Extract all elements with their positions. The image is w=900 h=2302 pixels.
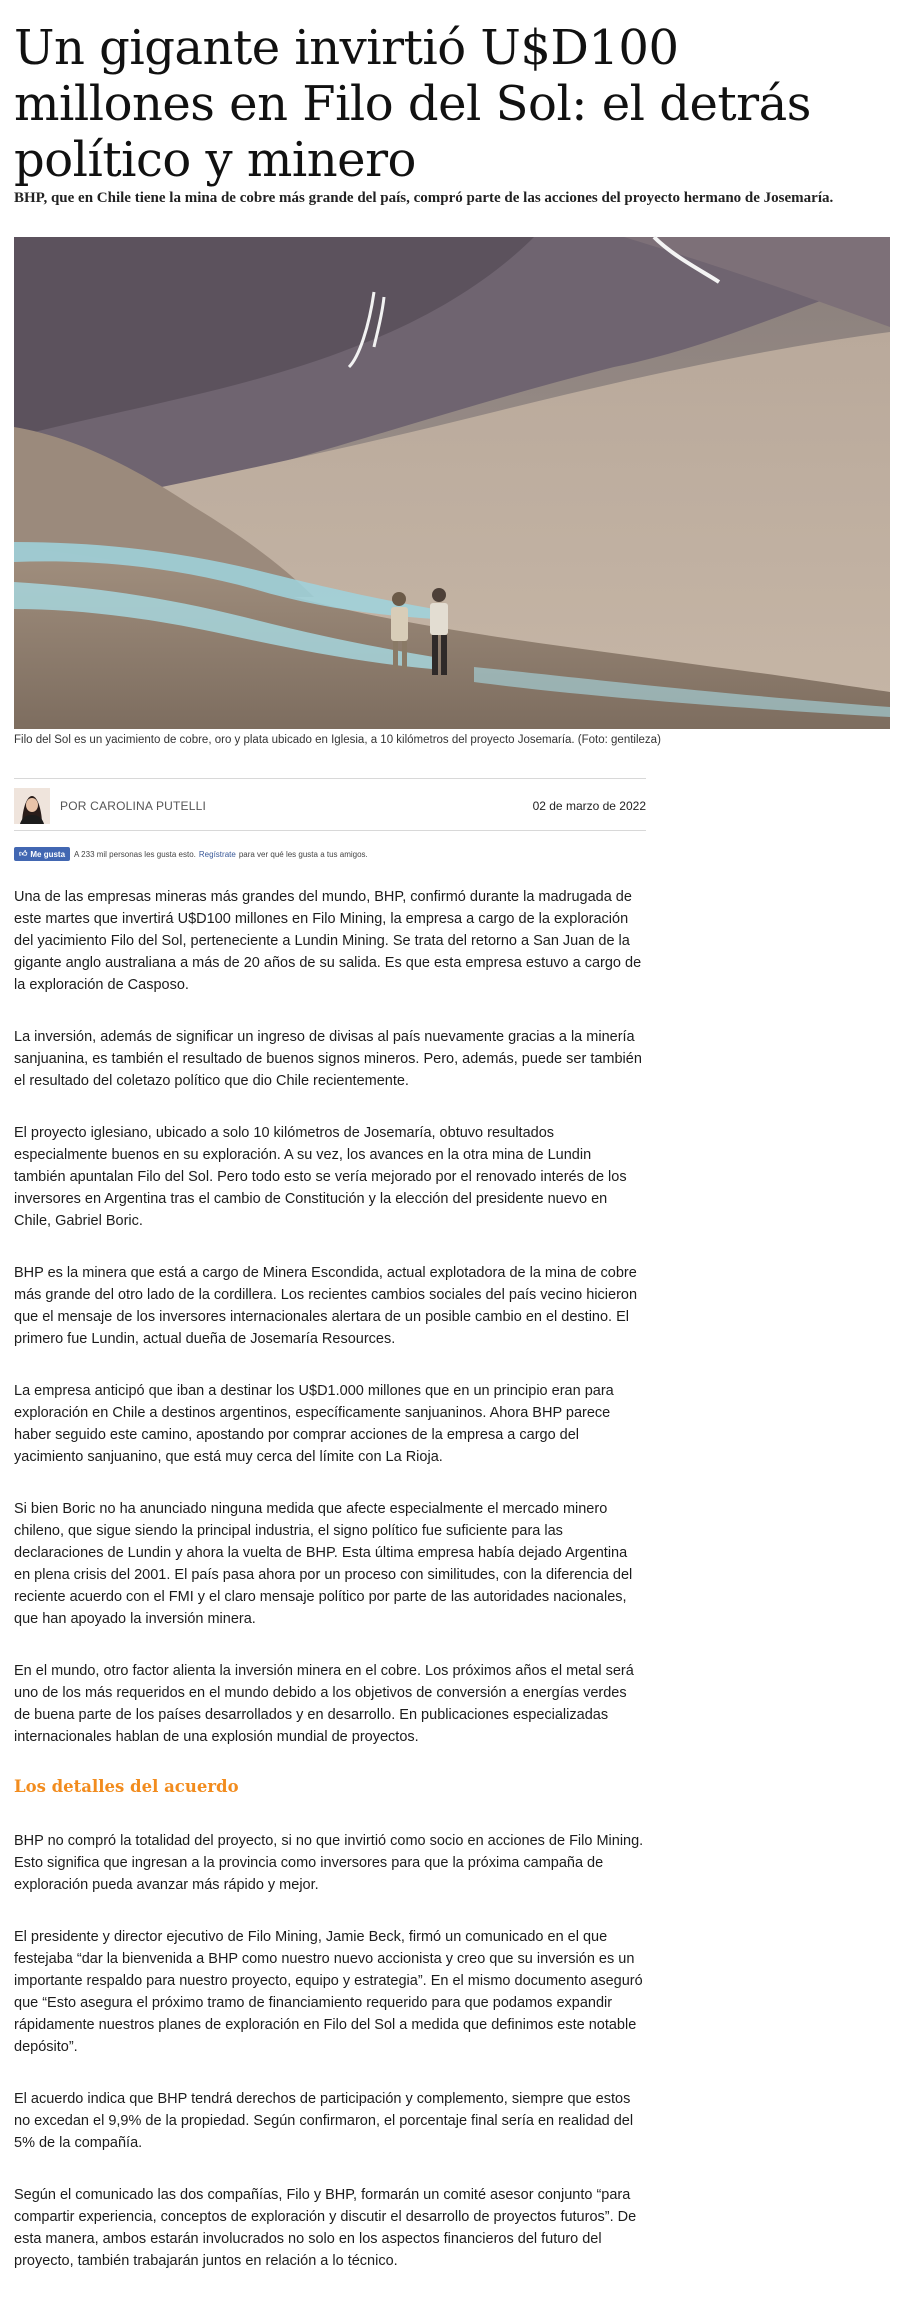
paragraph: El presidente y director ejecutivo de Filo Mining, Jamie Beck, firmó un comunicado en el que festejaba “dar la bienvenida a BHP como nuestro nuevo accionista y creo que su inversión es un importante respaldo para nuestro proyecto, equipo y estrategia”. En el mismo documento aseguró que “Esto asegura el próximo tramo de financiamiento requerido para que podamos expandir rápidamente nuestros planes de exploración en Filo del Sol a medida que definimos este notable depósito”. bbox=[14, 1929, 643, 2055]
byline-divider-top bbox=[14, 778, 646, 779]
mountain-landscape-image bbox=[14, 237, 890, 729]
paragraph: En el mundo, otro factor alienta la inversión minera en el cobre. Los próximos años el metal será uno de los más requeridos en el mundo debido a los objetivos de conversión a energías verdes de buena parte de los países desarrollados y en desarrollo. En publicaciones especializadas internacionales hablan de una explosión mundial de proyectos. bbox=[14, 1663, 634, 1745]
facebook-like-button[interactable] bbox=[14, 847, 70, 861]
paragraph: La empresa anticipó que iban a destinar los U$D1.000 millones que en un principio eran para exploración en Chile a destinos argentinos, específicamente sanjuaninos. Ahora BHP parece haber seguido este camino, apostando por comprar acciones de la empresa a cargo del yacimiento sanjuanino, que está muy cerca del límite con La Rioja. bbox=[14, 1383, 614, 1465]
like-suffix-text: para ver qué les gusta a tus amigos. bbox=[238, 849, 368, 859]
paragraph: Según el comunicado las dos compañías, Filo y BHP, formarán un comité asesor conjunto “para compartir experiencia, conceptos de exploración y discutir el desarrollo de proyectos futuros”. De esta manera, ambos estarán involucrados no solo en los aspectos financieros del futuro del proyecto, también trabajarán juntos en relación a lo técnico. bbox=[14, 2187, 637, 2269]
facebook-like-widget bbox=[14, 846, 368, 862]
paragraph: El proyecto iglesiano, ubicado a solo 10 kilómetros de Josemaría, obtuvo resultados especialmente buenos en su exploración. A su vez, los avances en la otra mina de Lundin también apuntalan Filo del Sol. Pero todo esto se vería mejorado por el renovado interés de los inversores en Argentina tras el cambio de Constitución y la elección del presidente nuevo en Chile, Gabriel Boric. bbox=[14, 1125, 627, 1229]
like-count-text: A 233 mil personas les gusta esto. bbox=[74, 849, 196, 859]
register-link[interactable]: Regístrate bbox=[198, 849, 236, 859]
like-button-label: Me gusta bbox=[30, 849, 66, 859]
paragraph: Una de las empresas mineras más grandes del mundo, BHP, confirmó durante la madrugada de este martes que invertirá U$D100 millones en Filo Mining, la empresa a cargo de la exploración del yacimiento Filo del Sol, perteneciente a Lundin Mining. Se trata del retorno a San Juan de la gigante anglo australiana a más de 20 años de su salida. Es que esta empresa estuvo a cargo de la exploración de Casposo. bbox=[14, 889, 642, 993]
paragraph: El acuerdo indica que BHP tendrá derechos de participación y complemento, siempre que estos no excedan el 9,9% de la propiedad. Según confirmaron, el porcentaje final sería en realidad del 5% de la compañía. bbox=[14, 2091, 634, 2151]
photo-caption: Filo del Sol es un yacimiento de cobre, oro y plata ubicado en Iglesia, a 10 kilómetros del proyecto Josemaría. (Foto: gentileza) bbox=[14, 734, 661, 746]
article-subtitle: BHP, que en Chile tiene la mina de cobre más grande del país, compró parte de las acciones del proyecto hermano de Josemaría. bbox=[14, 190, 834, 206]
paragraph: BHP no compró la totalidad del proyecto, si no que invirtió como socio en acciones de Filo Mining. Esto significa que ingresan a la provincia como inversores para que la próxima campaña de exploración pueda avanzar más rápido y mejor. bbox=[14, 1833, 644, 1893]
thumbs-up-icon: 👍︎ bbox=[19, 849, 28, 858]
byline bbox=[14, 786, 646, 826]
paragraph: La inversión, además de significar un ingreso de divisas al país nuevamente gracias a la minería sanjuanina, es también el resultado de buenos signos mineros. Pero, además, puede ser también el resultado del coletazo político que dio Chile recientemente. bbox=[14, 1029, 642, 1089]
publish-date: 02 de marzo de 2022 bbox=[532, 799, 646, 813]
paragraph: Si bien Boric no ha anunciado ninguna medida que afecte especialmente el mercado minero chileno, que sigue siendo la principal industria, el signo político fue suficiente para las declaraciones de Lundin y ahora la vuelta de BHP. Esta última empresa había dejado Argentina en plena crisis del 2001. El país pasa ahora por un proceso con similitudes, con la diferencia del reciente acuerdo con el FMI y el claro mensaje político por parte de las autoridades nacionales, que han apoyado la inversión minera. bbox=[14, 1501, 633, 1627]
author-name[interactable]: POR CAROLINA PUTELLI bbox=[60, 799, 207, 813]
author-avatar bbox=[14, 788, 50, 824]
article-title: Un gigante invirtió U$D100 millones en Filo del Sol: el detrás político y minero bbox=[14, 20, 811, 188]
article-body bbox=[14, 886, 646, 2302]
section-heading: Los detalles del acuerdo bbox=[14, 1777, 239, 1796]
byline-divider-bottom bbox=[14, 830, 646, 831]
paragraph: BHP es la minera que está a cargo de Minera Escondida, actual explotadora de la mina de cobre más grande del otro lado de la cordillera. Los recientes cambios sociales del país vecino hicieron que el mensaje de los inversores internacionales alertara de un posible cambio en el destino. El primero fue Lundin, actual dueña de Josemaría Resources. bbox=[14, 1265, 638, 1347]
article-photo bbox=[14, 237, 890, 729]
